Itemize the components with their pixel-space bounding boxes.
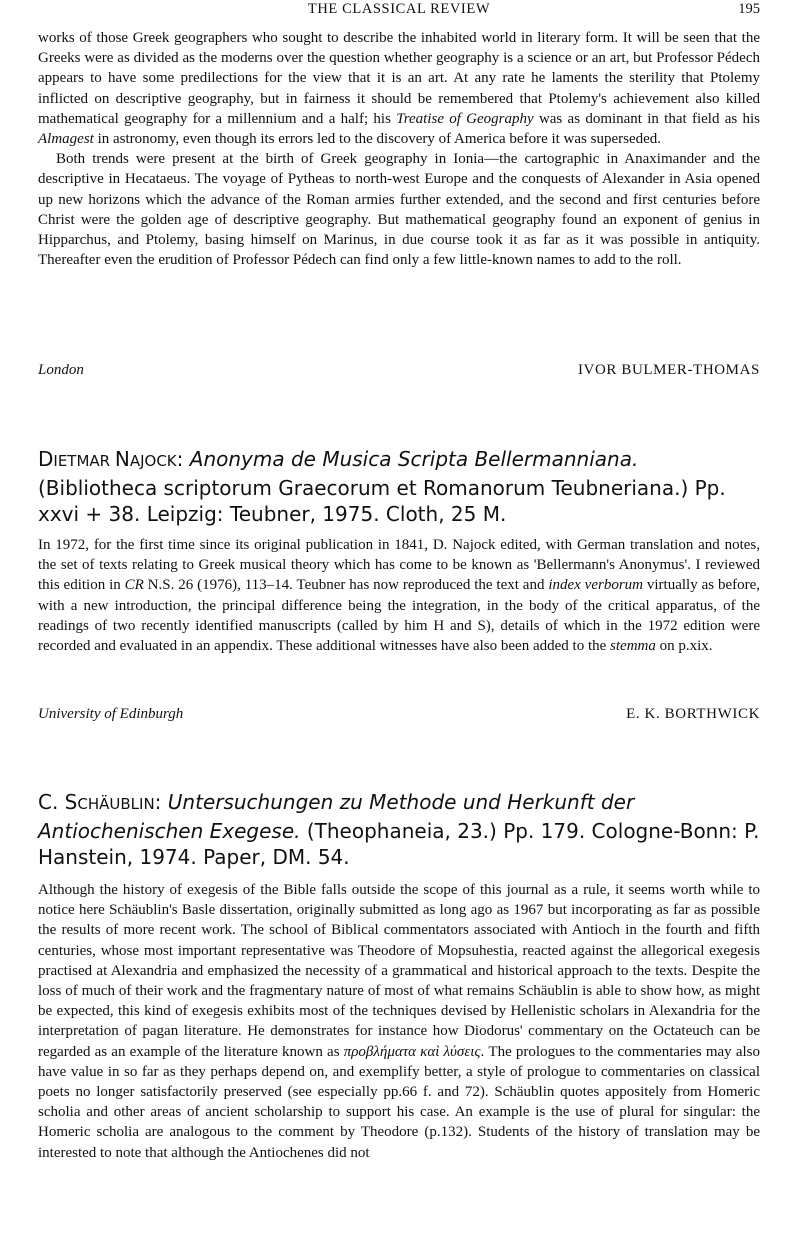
review-1-paragraph-2: Both trends were present at the birth of Greek geography in Ionia—the cartographic in Anaximander and the descriptive in Hecataeus. The voyage of Pytheas to north-west Europe and the conquests of Alexander in Asia opened up new horizons which the advance of the Roman armies further extended, and the second and first centuries before Christ were the golden age of descriptive geography. But mathematical geography found an exponent of genius in Hipparchus, and Ptolemy, basing himself on Marinus, in due course took it as far as it was possible in antiquity. Thereafter even the erudition of Professor Pédech can find only a few little-known names to add to the roll. xyxy=(38,151,760,269)
book-title-treatise: Treatise of Geography xyxy=(396,110,534,127)
reviewer-name: IVOR BULMER-THOMAS xyxy=(577,362,760,378)
reviewer-place: University of Edinburgh xyxy=(38,706,184,722)
journal-title: THE CLASSICAL REVIEW xyxy=(307,1,491,17)
review-3-paragraph: Although the history of exegesis of the Bible falls outside the scope of this journal as a rule, it seems worth while to notice here Schäublin's Basle dissertation, originally submitted as long ago as 1967 but incorporating as far as possible the results of more recent work. The school of Biblical commentators associated with Antioch in the fourth and fifth centuries, whose most important representative was Theodore of Mopsuhestia, reacted against the allegorical exegesis practised at Alexandria and emphasized the necessity of a grammatical and historical approach to the texts. Despite the loss of much of their work and the fragmentary nature of most of what remains Schäublin is able to show how, as might be expected, this kind of exegesis exhibits most of the techniques devised by Hellenistic scholars in Alexandria for the interpretation of pagan literature. He demonstrates for instance how Diodorus' commentary on the Octateuch can be regarded as an example of the literature known as προβλήματα καὶ λύσεις. The prologues to the commentaries may also have value in so far as they perhaps depend on, and exemplify better, a style of prologue to commentaries on classical poets no longer satisfactorily preserved (see especially pp.66 f. and 72). Schäublin quotes appositely from Homeric scholia and other areas of ancient scholarship to support his case. An example is the use of plural for singular: the Homeric scholia are analogous to the comment by Theodore (p.132). Students of the history of translation may be interested to note that although the Antiochenes did not xyxy=(38,882,761,1161)
review-1-signature xyxy=(38,362,760,384)
review-3-heading: C. SCHÄUBLIN: Untersuchungen zu Methode und Herkunft der Antiochenischen Exegese. (Theophaneia, 23.) Pp. 179. Cologne-Bonn: P. Hanstein, 1974. Paper, DM. 54. xyxy=(38,790,760,869)
greek-phrase: προβλήματα καὶ λύσεις xyxy=(343,1043,481,1060)
reviewer-name: E. K. BORTHWICK xyxy=(626,706,760,722)
review-2-paragraph: In 1972, for the first time since its original publication in 1841, D. Najock edited, with German translation and notes, the set of texts relating to Greek musical theory which has come to be known as 'Bellermann's Anonymus'. I reviewed this edition in CR N.S. 26 (1976), 113–14. Teubner has now reproduced the text and index verborum virtually as before, with a new introduction, the principal difference being the integration, in the body of the critical apparatus, of the readings of two recently identified manuscripts (called by him H and S), details of which in the 1972 edition were recorded and evaluated in an appendix. These additional witnesses have also been added to the stemma on p.xix. xyxy=(38,537,761,655)
review-1-body xyxy=(38,28,760,270)
review-2-heading: DIETMAR NAJOCK: Anonyma de Musica Scripta Bellermanniana. (Bibliotheca scriptorum Graecorum et Romanorum Teubneriana.) Pp. xxvi + 38. Leipzig: Teubner, 1975. Cloth, 25 M. xyxy=(38,447,726,526)
book-title-almagest: Almagest xyxy=(38,131,94,148)
running-header xyxy=(38,0,760,22)
page-number: 195 xyxy=(738,1,760,17)
book-title: Untersuchungen zu Methode und Herkunft der Antiochenischen Exegese. xyxy=(38,790,635,843)
book-title: Anonyma de Musica Scripta Bellermanniana. xyxy=(189,447,639,471)
review-1-paragraph-1: works of those Greek geographers who sought to describe the inhabited world in literary form. It will be seen that the Greeks were as divided as the moderns over the question whether geography is a science or an art, but Professor Pédech appears to have some predilections for the view that it is an art. At any rate he laments the sterility that Ptolemy inflicted on descriptive geography, but in fairness it should be remembered that Ptolemy's achievement also killed mathematical geography for a millennium and a half; his Treatise of Geography was as dominant in that field as his Almagest in astronomy, even though its errors led to the discovery of America before it was superseded. xyxy=(38,30,760,148)
reviewer-place: London xyxy=(38,362,84,378)
review-3-body xyxy=(38,880,760,1163)
review-2-signature xyxy=(38,706,760,728)
review-2-body xyxy=(38,535,760,656)
